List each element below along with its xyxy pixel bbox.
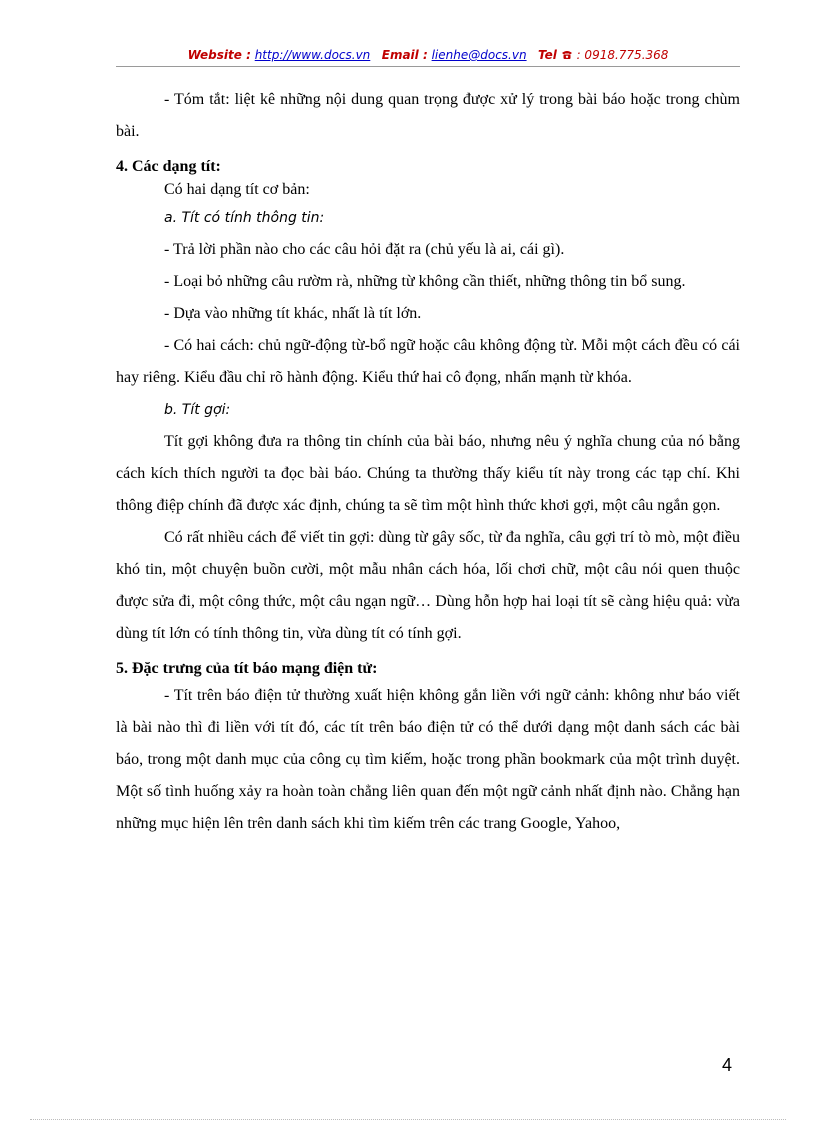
paragraph-many-ways: Có rất nhiều cách để viết tin gợi: dùng từ gây sốc, từ đa nghĩa, câu gợi trí tò mò, một điều khó tin, một chuyện buồn cười, một mẫu nhân cách hóa, lối chơi chữ, một câu nói quen thuộc được sửa đi, một công thức, một câu ngạn ngữ… Dùng hỗn hợp hai loại tít sẽ càng hiệu quả: vừa dùng tít lớn có tính thông tin, vừa dùng tít có tính gợi. [116, 529, 740, 642]
paragraph-rely: - Dựa vào những tít khác, nhất là tít lớn. [164, 305, 422, 322]
subheading-a: a. Tít có tính thông tin: [164, 210, 325, 226]
email-label: Email : [381, 48, 428, 62]
email-link[interactable]: lienhe@docs.vn [431, 48, 527, 62]
heading-section-4: 4. Các dạng tít: [116, 158, 221, 175]
page-number: 4 [722, 1055, 733, 1075]
paragraph-online-titles: - Tít trên báo điện tử thường xuất hiện không gắn liền với ngữ cảnh: không như báo viết là bài nào thì đi liền với tít đó, các tít trên báo điện tử có thể dưới dạng một danh sách các bài báo, trong một danh mục của công cụ tìm kiếm, hoặc trong phần bookmark của một trình duyệt. Một số tình huống xảy ra hoàn toàn chẳng liên quan đến một ngữ cảnh nhất định nào. Chẳng hạn những mục hiện lên trên danh sách khi tìm kiếm trên các trang Google, Yahoo, [116, 687, 740, 832]
paragraph-remove: - Loại bỏ những câu rườm rà, những từ không cần thiết, những thông tin bổ sung. [164, 273, 686, 290]
phone-icon [561, 50, 573, 60]
paragraph-intro: Có hai dạng tít cơ bản: [164, 181, 310, 198]
document-body [116, 84, 740, 840]
subheading-b: b. Tít gợi: [164, 402, 231, 418]
header-divider [116, 66, 740, 67]
website-link[interactable]: http://www.docs.vn [254, 48, 371, 62]
phone-number: : 0918.775.368 [576, 48, 669, 62]
paragraph-two-ways: - Có hai cách: chủ ngữ-động từ-bổ ngữ hoặc câu không động từ. Mỗi một cách đều có cái hay riêng. Kiểu đầu chỉ rõ hành động. Kiểu thứ hai cô đọng, nhấn mạnh từ khóa. [116, 337, 740, 386]
paragraph-suggestive: Tít gợi không đưa ra thông tin chính của bài báo, nhưng nêu ý nghĩa chung của nó bằng cách kích thích người ta đọc bài báo. Chúng ta thường thấy kiểu tít này trong các tạp chí. Khi thông điệp chính đã được xác định, chúng ta sẽ tìm một hình thức khơi gợi, một câu ngắn gọn. [116, 433, 740, 514]
paragraph-answer: - Trả lời phần nào cho các câu hỏi đặt ra (chủ yếu là ai, cái gì). [164, 241, 565, 258]
paragraph-summary: - Tóm tắt: liệt kê những nội dung quan trọng được xử lý trong bài báo hoặc trong chùm bài. [116, 91, 740, 140]
website-label: Website : [187, 48, 251, 62]
page-header [116, 48, 740, 62]
heading-section-5: 5. Đặc trưng của tít báo mạng điện tử: [116, 660, 378, 677]
tel-label: Tel [538, 48, 557, 62]
footer-divider [30, 1119, 786, 1120]
